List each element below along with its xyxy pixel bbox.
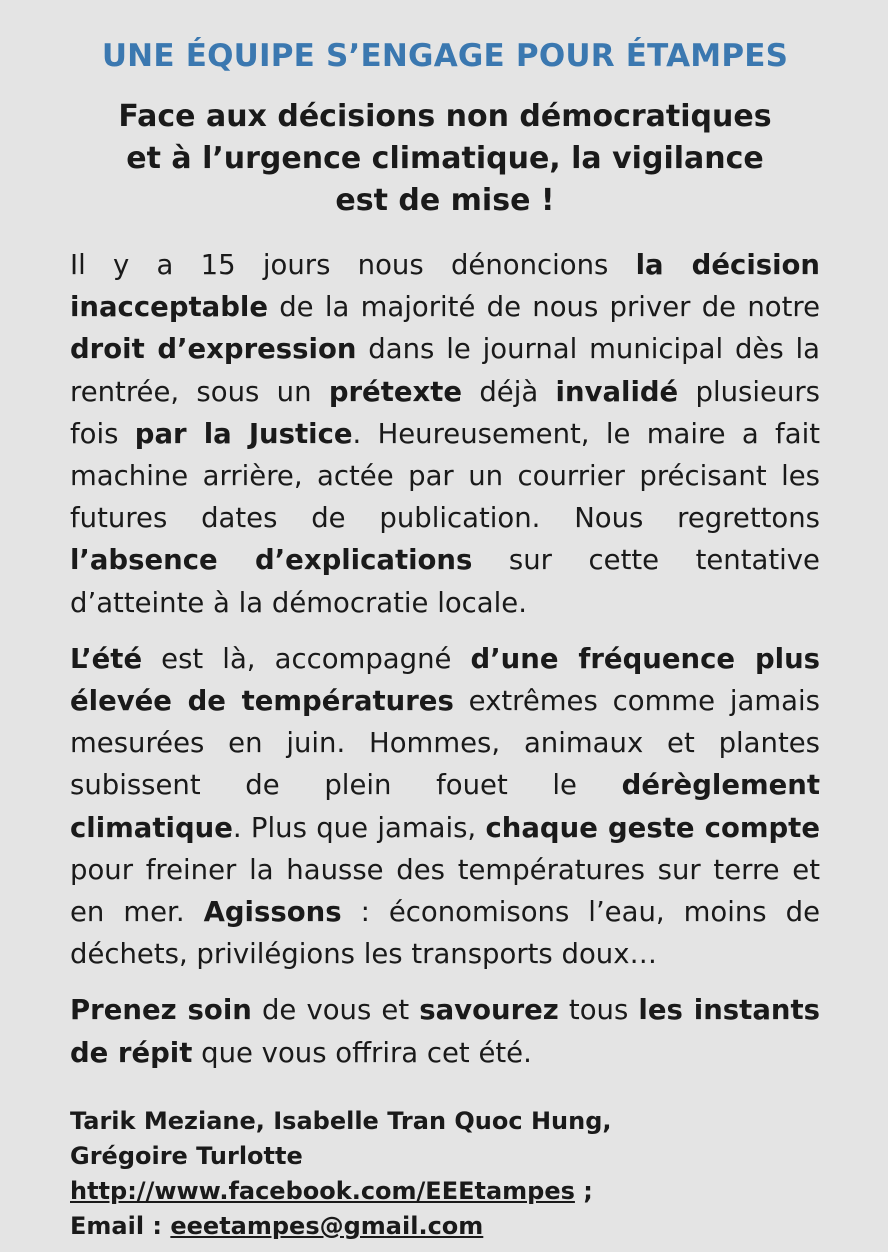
subtitle-line-1: Face aux décisions non démocratiques	[118, 99, 772, 134]
paragraph-3	[70, 989, 820, 1073]
paragraph-2	[70, 638, 820, 976]
p2-bold-4: chaque geste compte	[485, 811, 820, 844]
p2-text-5: : économisons l’eau, moins de déchets, privilégions les transports doux…	[70, 896, 821, 971]
email-link[interactable]: eeetampes@gmail.com	[170, 1211, 484, 1240]
p3-bold-2: savourez	[419, 994, 559, 1027]
p2-bold-3: dérèglement climatique	[70, 769, 820, 844]
paragraph-1	[70, 244, 820, 624]
p1-text-5: plusieurs fois	[70, 375, 821, 450]
p1-bold-5: par la Justice	[134, 417, 353, 450]
p1-text-2: de la majorité de nous priver de notre	[267, 291, 820, 324]
p2-bold-5: Agissons	[203, 896, 342, 929]
p1-bold-4: invalidé	[555, 375, 679, 408]
p2-text-4: pour freiner la hausse des températures sur terre et en mer.	[70, 853, 820, 929]
p3-bold-1: Prenez soin	[70, 994, 252, 1027]
p2-text-1: est là, accompagné	[142, 642, 471, 675]
p1-bold-1: la décision inacceptable	[70, 249, 821, 324]
p1-text-1: Il y a 15 jours nous dénoncions	[70, 249, 636, 281]
p3-text-2: tous	[558, 994, 639, 1027]
email-line	[70, 1209, 820, 1244]
facebook-link[interactable]: http://www.facebook.com/EEEtampes	[70, 1176, 575, 1205]
article-subtitle	[70, 96, 820, 222]
p1-text-3: dans le journal municipal dès la rentrée, sous un	[70, 333, 820, 408]
article-title: UNE ÉQUIPE S’ENGAGE POUR ÉTAMPES	[101, 38, 789, 74]
p3-text-3: que vous offrira cet été.	[192, 1036, 532, 1069]
p2-text-3: . Plus que jamais,	[232, 811, 486, 844]
subtitle-line-2: et à l’urgence climatique, la vigilance	[126, 141, 764, 176]
signature-names-line-2: Grégoire Turlotte	[70, 1141, 303, 1170]
p3-text-1: de vous et	[251, 994, 420, 1027]
p1-bold-6: l’absence d’explications	[70, 544, 473, 577]
p2-bold-1: L’été	[70, 642, 143, 675]
p1-bold-3: prétexte	[328, 375, 463, 408]
p1-bold-2: droit d’expression	[70, 333, 357, 366]
signature-names-line-1: Tarik Meziane, Isabelle Tran Quoc Hung,	[70, 1106, 612, 1135]
p2-text-2: extrêmes comme jamais mesurées en juin. Hommes, animaux et plantes subissent de plein fouet le	[70, 685, 820, 802]
signature-block	[70, 1104, 820, 1244]
p1-text-7: sur cette tentative d’atteinte à la démocratie locale.	[70, 544, 820, 619]
p2-bold-2: d’une fréquence plus élevée de températures	[70, 642, 821, 718]
facebook-suffix: ;	[574, 1176, 593, 1205]
email-label: Email :	[70, 1211, 171, 1240]
p1-text-6: . Heureusement, le maire a fait machine arrière, actée par un courrier précisant les futures dates de publication. Nous regrettons	[70, 417, 821, 535]
p3-bold-3: les instants de répit	[70, 994, 820, 1069]
subtitle-line-3: est de mise !	[335, 183, 555, 218]
facebook-line	[70, 1174, 820, 1209]
p1-text-4: déjà	[462, 375, 556, 408]
